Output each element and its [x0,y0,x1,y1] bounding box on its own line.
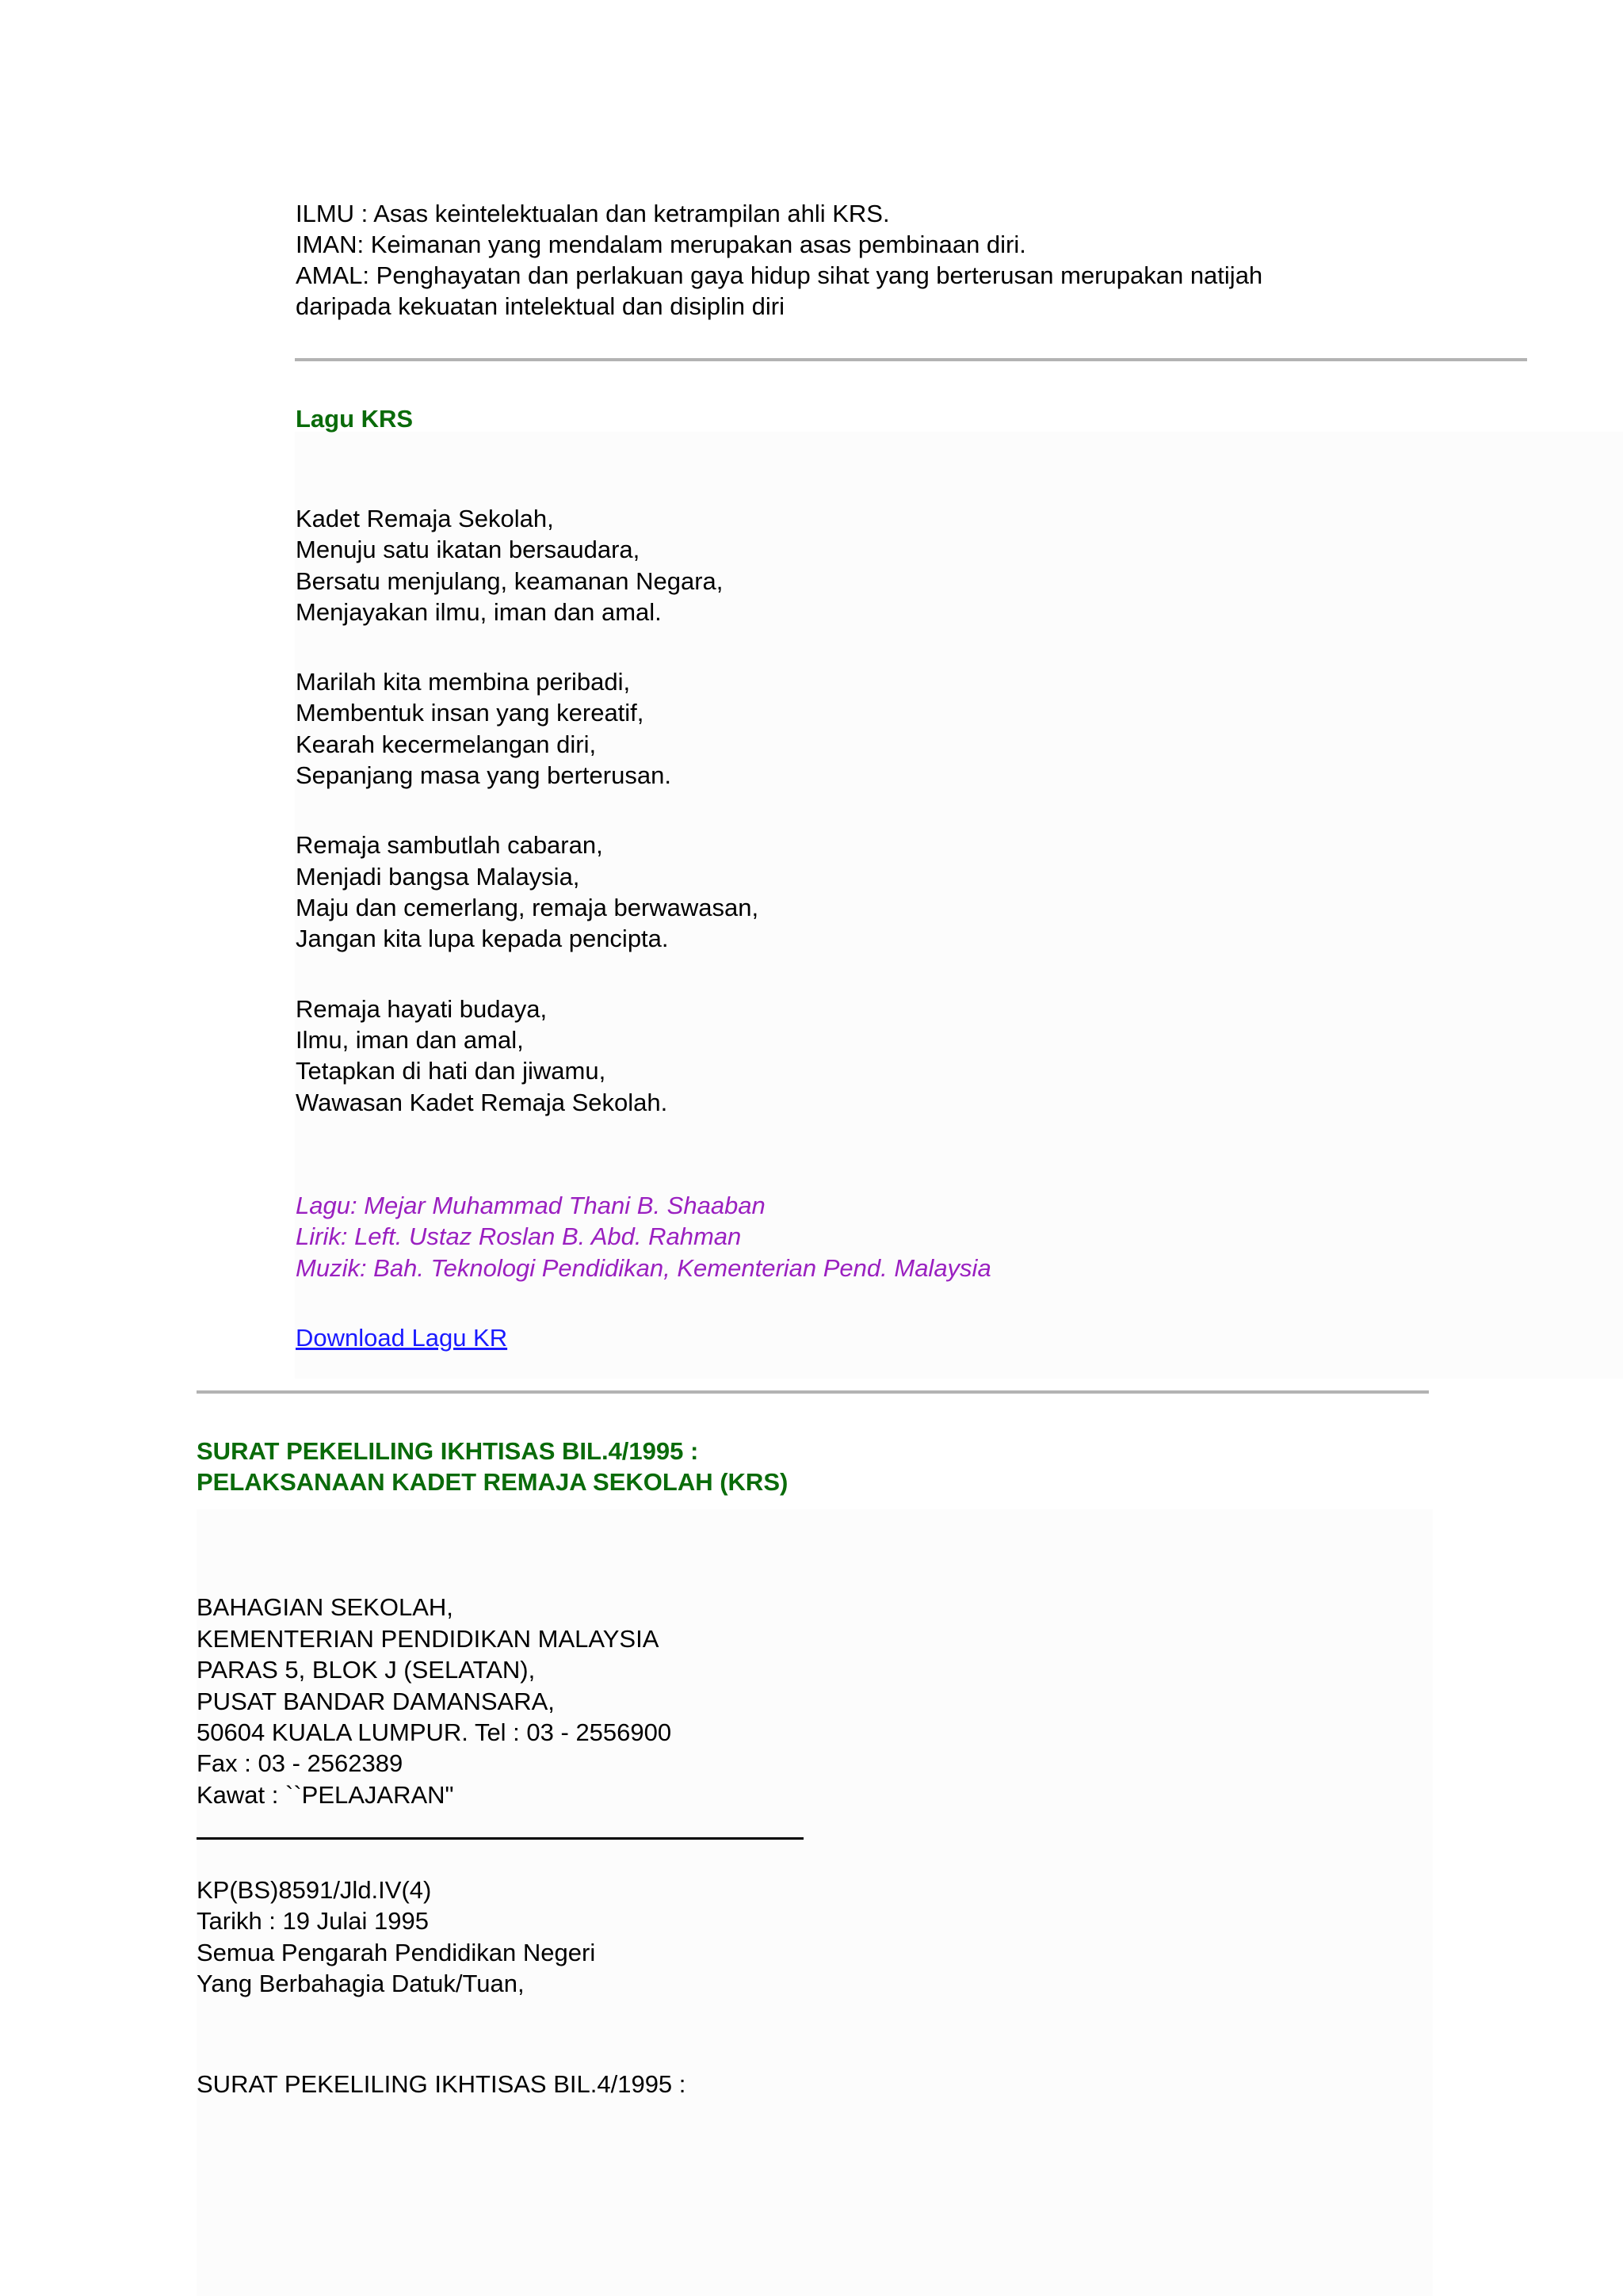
circular-subtitle: PELAKSANAAN KADET REMAJA SEKOLAH (KRS) [197,1468,789,1496]
address-line: Kawat : ``PELAJARAN" [197,1781,454,1809]
circular-title: SURAT PEKELILING IKHTISAS BIL.4/1995 : [197,1437,699,1465]
address-line: BAHAGIAN SEKOLAH, [197,1593,453,1621]
reference-number: KP(BS)8591/Jld.IV(4) [197,1876,432,1904]
section-divider [295,358,1527,361]
credit-muzik: Muzik: Bah. Teknologi Pendidikan, Kementerian Pend. Malaysia [296,1254,991,1282]
lyric-line: Menjayakan ilmu, iman dan amal. [296,598,662,626]
lyric-line: Maju dan cemerlang, remaja berwawasan, [296,894,759,921]
letter-date: Tarikh : 19 Julai 1995 [197,1907,429,1935]
address-line: PUSAT BANDAR DAMANSARA, [197,1688,555,1715]
download-song-link[interactable]: Download Lagu KR [296,1324,508,1352]
lyric-line: Membentuk insan yang kereatif, [296,699,644,727]
lyric-line: Menjadi bangsa Malaysia, [296,863,580,891]
address-line: KEMENTERIAN PENDIDIKAN MALAYSIA [197,1625,659,1653]
value-amal-continued: daripada kekuatan intelektual dan disiplin diri [296,292,785,320]
lyric-line: Tetapkan di hati dan jiwamu, [296,1057,606,1085]
lyric-line: Remaja sambutlah cabaran, [296,831,603,859]
salutation: Yang Berbahagia Datuk/Tuan, [197,1970,525,1997]
address-line: PARAS 5, BLOK J (SELATAN), [197,1656,536,1684]
lyric-line: Jangan kita lupa kepada pencipta. [296,925,669,952]
lyric-line: Menuju satu ikatan bersaudara, [296,536,640,563]
song-heading: Lagu KRS [296,405,414,433]
lyric-line: Marilah kita membina peribadi, [296,668,631,696]
address-underline [197,1837,804,1840]
address-line: Fax : 03 - 2562389 [197,1749,403,1777]
lyric-line: Sepanjang masa yang berterusan. [296,761,671,789]
address-line: 50604 KUALA LUMPUR. Tel : 03 - 2556900 [197,1718,672,1746]
section-divider [197,1390,1429,1394]
lyric-line: Remaja hayati budaya, [296,995,548,1023]
lyric-line: Ilmu, iman dan amal, [296,1026,524,1054]
subject-line: SURAT PEKELILING IKHTISAS BIL.4/1995 : [197,2070,686,2098]
value-ilmu: ILMU : Asas keintelektualan dan ketrampilan ahli KRS. [296,200,890,227]
lyric-line: Wawasan Kadet Remaja Sekolah. [296,1089,668,1116]
lyric-line: Kearah kecermelangan diri, [296,730,597,758]
lyric-line: Bersatu menjulang, keamanan Negara, [296,567,724,595]
recipient: Semua Pengarah Pendidikan Negeri [197,1939,596,1966]
value-iman: IMAN: Keimanan yang mendalam merupakan asas pembinaan diri. [296,231,1026,258]
value-amal: AMAL: Penghayatan dan perlakuan gaya hidup sihat yang berterusan merupakan natijah [296,261,1263,289]
credit-lagu: Lagu: Mejar Muhammad Thani B. Shaaban [296,1192,766,1219]
lyric-line: Kadet Remaja Sekolah, [296,505,554,532]
credit-lirik: Lirik: Left. Ustaz Roslan B. Abd. Rahman [296,1222,742,1250]
